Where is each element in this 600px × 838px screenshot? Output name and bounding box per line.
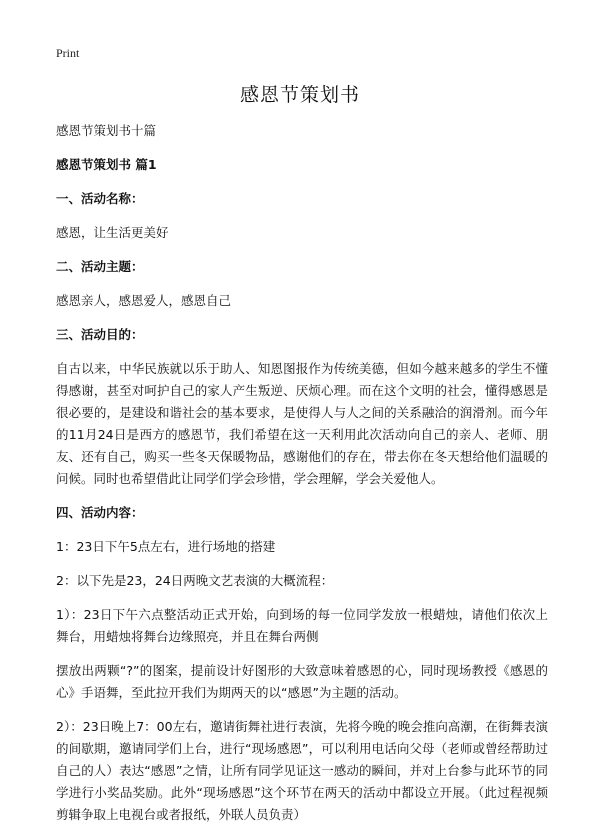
- content-item-3: 1）：23日下午六点整活动正式开始，向到场的每一位同学发放一根蜡烛，请他们依次上舞台，用蜡烛将舞台边缘照亮，并且在舞台两侧: [56, 607, 548, 644]
- section-text-theme: 感恩亲人，感恩爱人，感恩自己: [56, 293, 232, 308]
- content-item-2: 2：以下先是23，24日两晚文艺表演的大概流程：: [56, 573, 334, 588]
- section-heading-content: 四、活动内容：: [56, 505, 144, 520]
- document-subtitle: 感恩节策划书十篇: [56, 123, 157, 138]
- page-title: 感恩节策划书: [239, 84, 360, 106]
- section-heading-purpose: 三、活动目的：: [56, 327, 144, 342]
- part-title: 感恩节策划书 篇1: [56, 157, 157, 172]
- section-heading-name: 一、活动名称：: [56, 191, 144, 206]
- document-body: [56, 120, 548, 838]
- content-item-5: 2）：23日晚上7：00左右，邀请街舞社进行表演，先将今晚的晚会推向高潮，在街舞表演的间歇期，邀请同学们上台，进行“现场感恩”，可以利用电话向父母（老师或曾经帮助过自己的人）表达“感恩”之情，让所有同学见证这一感动的瞬间，并对上台参与此环节的同学进行小奖品奖励。此外“现场感恩”这个环节在两天的活动中都设立开展。（此过程视频剪辑争取上电视台或者报纸，外联人员负责）: [56, 719, 548, 822]
- content-item-1: 1：23日下午5点左右，进行场地的搭建: [56, 539, 276, 554]
- content-item-4: 摆放出两颗“?”的图案，提前设计好图形的大致意味着感恩的心，同时现场教授《感恩的心》手语舞，至此拉开我们为期两天的以“感恩”为主题的活动。: [56, 663, 548, 700]
- print-label: Print: [56, 46, 80, 60]
- section-text-purpose: 自古以来，中华民族就以乐于助人、知恩图报作为传统美德，但如今越来越多的学生不懂得感谢，甚至对呵护自己的家人产生叛逆、厌烦心理。而在这个文明的社会，懂得感恩是很必要的，是建设和谐社会的基本要求，是使得人与人之间的关系融洽的润滑剂。而今年的11月24日是西方的感恩节，我们希望在这一天利用此次活动向自己的亲人、老师、朋友、还有自己，购买一些冬天保暖物品，感谢他们的存在，带去你在冬天想给他们温暖的问候。同时也希望借此让同学们学会珍惜，学会理解，学会关爱他人。: [56, 361, 548, 486]
- section-text-name: 感恩，让生活更美好: [56, 225, 169, 240]
- section-heading-theme: 二、活动主题：: [56, 259, 144, 274]
